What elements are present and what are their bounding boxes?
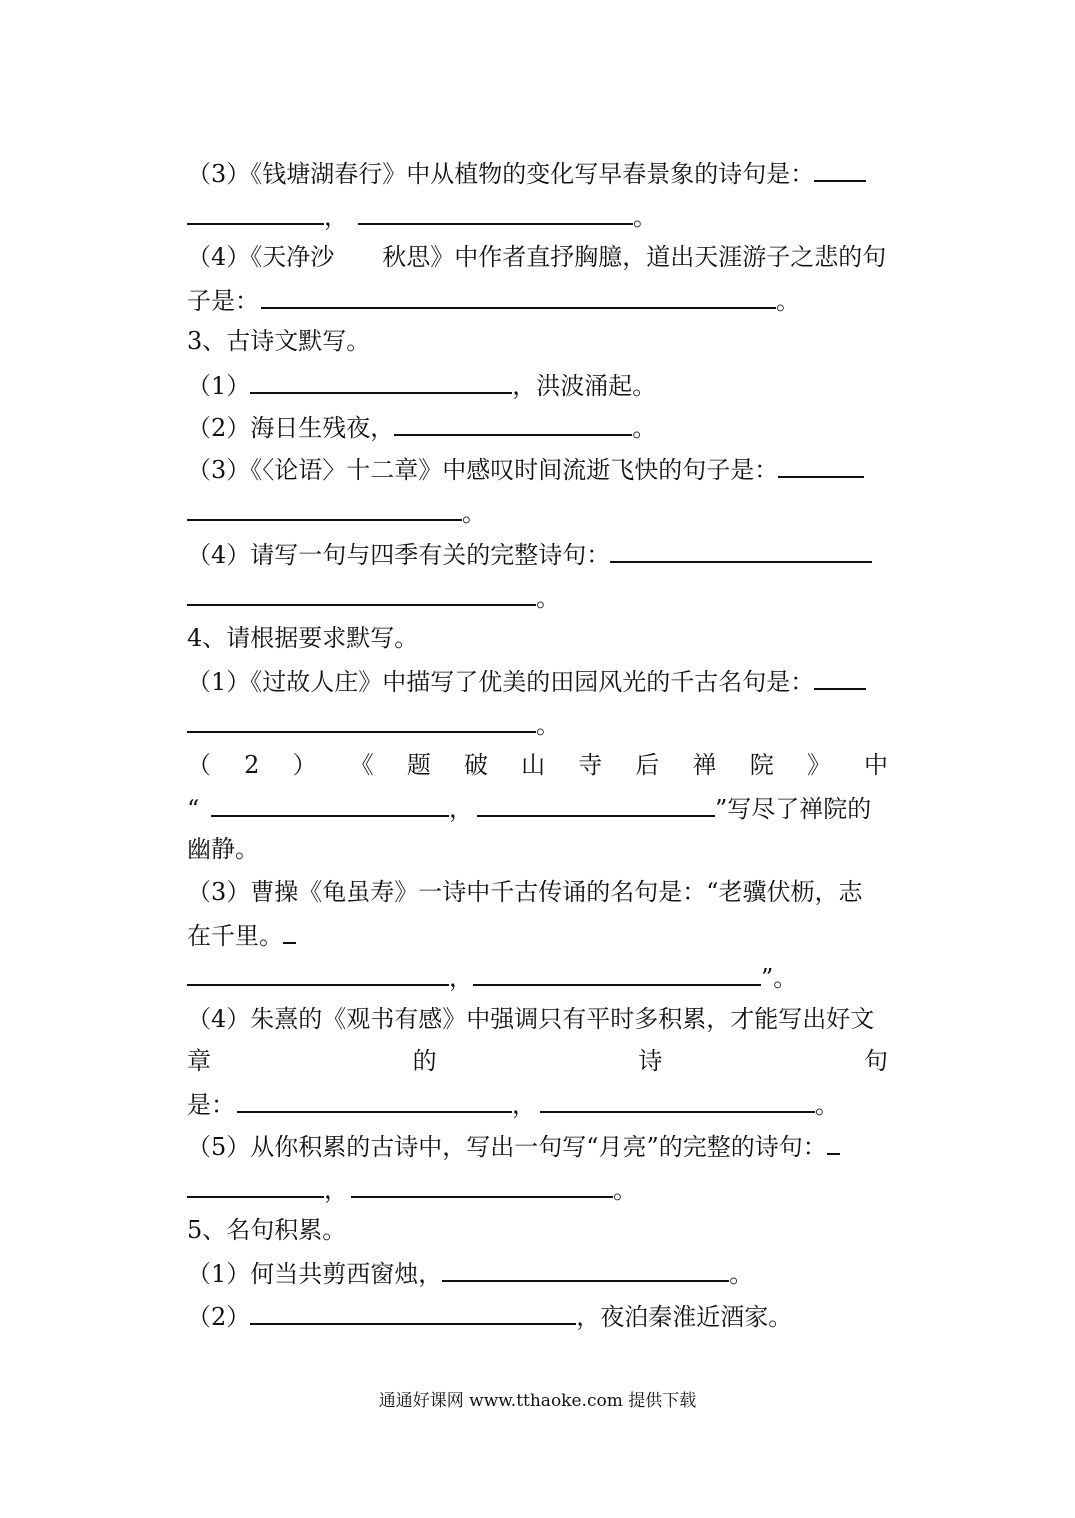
q4-item4-char: 章 [187,1047,211,1075]
answer-blank[interactable] [610,533,872,563]
q4-item3-line2 [187,914,888,954]
q4-item4-char: 的 [412,1047,437,1075]
period-text: 。 [536,711,560,739]
answer-blank[interactable] [477,787,715,817]
q4-item2-char: 禅 [692,751,717,779]
q3-heading [187,321,888,361]
q4-item5-text: （5）从你积累的古诗中，写出一句写“月亮”的完整的诗句： [187,1133,827,1161]
period-text: 。 [536,584,560,612]
comma-text: ， [449,964,473,992]
q4-item4-char: 句 [863,1047,888,1075]
q3-item4-line1 [187,533,888,573]
q4-item3-text: （3）曹操《龟虽寿》一诗中千古传诵的名句是：“老骥伏枥，志 [187,878,863,906]
answer-blank[interactable] [814,660,866,690]
q4-item2-char: 题 [406,751,431,779]
q4-item3-line3 [187,956,888,996]
q4-item4-char: 诗 [638,1047,663,1075]
period-text: 。 [729,1260,754,1288]
answer-blank[interactable] [250,1295,576,1325]
answer-blank[interactable] [187,576,536,606]
q2-item4-prefix: 子是： [187,287,259,315]
q4-item5-line1 [187,1125,888,1165]
q2-item3-text: （3）《钱塘湖春行》中从植物的变化写早春景象的诗句是： [187,160,815,188]
period-text: 。 [462,499,486,527]
answer-blank[interactable] [237,1083,512,1113]
answer-blank[interactable] [261,279,776,309]
q5-item1-prefix: （1）何当共剪西窗烛， [187,1260,443,1288]
q4-item4-line2 [187,1041,888,1081]
q5-heading [187,1210,888,1250]
q3-item2-prefix: （2）海日生残夜， [187,414,395,442]
q4-item4-line3 [187,1083,888,1123]
q4-item4-text: （4）朱熹的《观书有感》中强调只有平时多积累，才能写出好文 [187,1005,875,1033]
q4-item3-end: ”。 [761,964,798,992]
page-footer: 通通好课网 www.tthaoke.com 提供下载 [378,1391,697,1411]
q4-item5-line2 [187,1168,888,1208]
period-text: 。 [633,203,657,231]
q3-item1 [187,364,888,404]
q3-item2 [187,406,888,446]
q4-item1-line2 [187,703,888,743]
answer-blank[interactable] [187,956,449,986]
comma-text: ， [449,795,473,823]
q2-item4-line2 [187,279,888,319]
q3-item3-text: （3）《〈论语〉十二章》中感叹时间流逝飞快的句子是： [187,456,779,484]
q4-item1-text: （1）《过故人庄》中描写了优美的田园风光的千古名句是： [187,668,815,696]
answer-blank[interactable] [473,956,761,986]
q2-item4-line1 [187,237,888,277]
q2-item4-text: （4）《天净沙 秋思》中作者直抒胸臆，道出天涯游子之悲的句 [187,243,887,271]
q4-item2-close: ”写尽了禅院的 [715,795,872,823]
q5-item2-suffix: ，夜泊秦淮近酒家。 [576,1303,793,1331]
period-text: 。 [815,1091,839,1119]
answer-blank[interactable] [250,364,512,394]
q4-item2-char: 《 [349,751,374,779]
q4-item2-char: 破 [463,751,488,779]
answer-blank[interactable] [827,1125,840,1155]
open-quote: “ [187,795,200,823]
q4-item2-char: （ [187,751,211,779]
answer-blank[interactable] [540,1083,815,1113]
q4-item2-char: 》 [806,751,831,779]
answer-blank[interactable] [351,1168,613,1198]
q5-item2-prefix: （2） [187,1303,251,1331]
answer-blank[interactable] [283,914,296,944]
q5-heading-text: 5、名句积累。 [187,1216,347,1244]
q4-item2-char: 山 [521,751,546,779]
q4-heading [187,618,888,658]
q4-item2-line3 [187,829,888,869]
q3-item3-line1 [187,448,888,488]
q5-item1 [187,1252,888,1292]
q4-item4-line1 [187,999,888,1039]
period-text: 。 [613,1176,637,1204]
q5-item2 [187,1295,888,1335]
q4-item2-line2 [187,787,888,827]
answer-blank[interactable] [187,703,536,733]
period-text: 。 [776,287,800,315]
q4-item2-end: 幽静。 [187,835,259,863]
q4-item1-line1 [187,660,888,700]
q4-item4-prefix: 是： [187,1091,235,1119]
q3-heading-text: 3、古诗文默写。 [187,327,371,355]
q2-item3-line2 [187,195,888,235]
q3-item1-prefix: （1） [187,372,251,400]
answer-blank[interactable] [778,448,864,478]
answer-blank[interactable] [187,491,462,521]
answer-blank[interactable] [211,787,449,817]
period-text: 。 [632,414,657,442]
q3-item1-suffix: ，洪波涌起。 [512,372,657,400]
answer-blank[interactable] [358,195,633,225]
comma-text: ， [512,1091,536,1119]
q3-item4-text: （4）请写一句与四季有关的完整诗句： [187,541,611,569]
answer-blank[interactable] [442,1252,729,1282]
answer-blank[interactable] [394,406,632,436]
q4-item2-line1 [187,745,888,785]
q2-item3-line1 [187,152,888,192]
q4-item2-char: 寺 [578,751,603,779]
comma-text: ， [324,1176,348,1204]
q4-item2-char: ） [292,751,317,779]
q4-item2-char: 院 [749,751,774,779]
comma-text: ， [324,203,348,231]
answer-blank[interactable] [187,1168,324,1198]
q4-item3-text2: 在千里。 [187,922,283,950]
q3-item3-line2 [187,491,888,531]
q4-item3-line1 [187,872,888,912]
q3-item4-line2 [187,576,888,616]
answer-blank[interactable] [814,152,866,182]
q4-item2-char: 中 [863,751,888,779]
answer-blank[interactable] [187,195,324,225]
q4-heading-text: 4、请根据要求默写。 [187,624,419,652]
q4-item2-char: 2 [244,751,260,779]
q4-item2-char: 后 [635,751,660,779]
